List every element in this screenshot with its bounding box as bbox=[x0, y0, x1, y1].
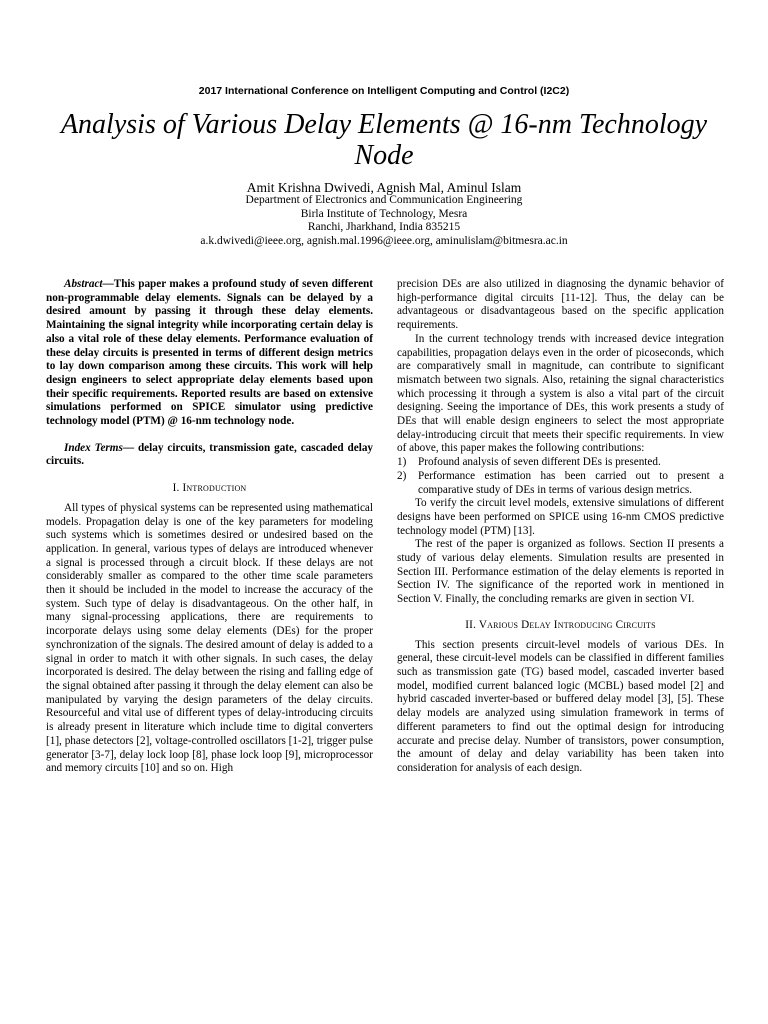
index-terms bbox=[46, 442, 373, 469]
intro-paragraph-4: The rest of the paper is organized as follows. Section II presents a study of various delay elements. Simulation results are presented in Section III. Performance estimation of the delay elements is reported in Section IV. The significance of the reported work in mentioned in Section V. Finally, the concluding remarks are given in section VI. bbox=[397, 538, 724, 606]
list-text: Performance estimation has been carried out to present a comparative study of DEs in terms of various design metrics. bbox=[418, 469, 724, 496]
index-terms-text: delay circuits, transmission gate, cascaded delay circuits. bbox=[46, 441, 374, 468]
index-terms-label: Index Terms bbox=[64, 441, 123, 454]
contribution-list bbox=[397, 456, 724, 497]
list-item bbox=[397, 456, 724, 470]
abstract bbox=[46, 278, 373, 429]
index-terms-dash: — bbox=[122, 441, 138, 454]
left-column bbox=[46, 278, 373, 776]
list-text: Profound analysis of seven different DEs is presented. bbox=[418, 456, 661, 469]
institute: Birla Institute of Technology, Mesra bbox=[300, 207, 468, 220]
list-number: 2) bbox=[397, 469, 407, 482]
affiliation-block bbox=[0, 194, 768, 249]
section-heading-delay-circuits: II. Various Delay Introducing Circuits bbox=[465, 618, 656, 631]
intro-paragraph-2: In the current technology trends with increased device integration capabilities, propagation delays even in the order of picoseconds, which are comparatively small in magnitude, can contribute to significant mismatch between two signals. Also, retaining the signal characteristics which processing it through a system is also a vital part of the circuit designing. Seeing the importance of DEs, this work presents a study of DEs that will enable design engineers to select the most appropriate delay-introducing circuit that meets their specific requirements. In view of above, this paper makes the following contributions: bbox=[397, 332, 724, 455]
department: Department of Electronics and Communication Engineering bbox=[245, 194, 523, 206]
location: Ranchi, Jharkhand, India 835215 bbox=[307, 221, 461, 234]
abstract-text: This paper makes a profound study of seven different non-programmable delay elements. Signals can be delayed by a desired amount by passing it through these delay elements. Maintaining the signal integrity while incorporating certain delay is also a vital role of these delay elements. Performance evaluation of these delay circuits is presented in terms of different design metrics to lay down comparison among these circuits. This work will help design engineers to select appropriate delay elements based upon their specific requirements. Reported results are based on extensive simulations performed on SPICE simulator using predictive technology model (PTM) @ 16-nm technology node. bbox=[46, 278, 373, 428]
section-heading-introduction: I. Introduction bbox=[172, 482, 247, 495]
section2-paragraph-1: This section presents circuit-level models of various DEs. In general, these circuit-level models can be classified in different families such as transmission gate (TG) based model, cascaded inverter based model, modified current balanced logic (MCBL) based model [2] and hybrid cascaded inverter-based or buffered delay model [3], [5]. These delay models are analyzed using simulation framework in terms of different parameters to find out the optimal design for introducing accurate and precise delay. Number of transistors, power consumption, the amount of delay and delay variability has been taken into consideration for analysis of each design. bbox=[397, 638, 724, 774]
list-item bbox=[397, 470, 724, 497]
email-list: a.k.dwivedi@ieee.org, agnish.mal.1996@ieee.org, aminulislam@bitmesra.ac.in bbox=[200, 235, 568, 248]
intro-paragraph-1-continued: precision DEs are also utilized in diagnosing the dynamic behavior of high-performance digital circuits [11-12]. Thus, the delay can be advantageous or disadvantageous based on the specific application requirements. bbox=[397, 278, 724, 332]
right-column bbox=[397, 278, 724, 776]
abstract-dash: — bbox=[102, 278, 114, 290]
conference-header: 2017 International Conference on Intelligent Computing and Control (I2C2) bbox=[198, 85, 570, 97]
author-list: Amit Krishna Dwivedi, Agnish Mal, Aminul Islam bbox=[246, 180, 522, 195]
intro-paragraph-3: To verify the circuit level models, extensive simulations of different designs have been performed on SPICE using 16-nm CMOS predictive technology model (PTM) [13]. bbox=[397, 497, 724, 537]
intro-paragraph-1: All types of physical systems can be represented using mathematical models. Propagation delay is one of the key parameters for modeling such systems which is sometimes desired or undesired based on the application. In general, various types of delays are introduced whenever a signal is processed through a circuit block. If these delays are not considerably smaller as compared to the other time scale parameters then it should be included in the model to increase the accuracy of the system. Such type of delay is disadvantageous. On the other half, in many signal-processing applications, there are requirements to incorporate delays using some delay elements (DEs) for the proper synchronization of the signals. The desired amount of delay is added to a signal in order to match it with other signals. In such cases, the delay incorporated is desired. The delay between the rising and falling edge of the signal obtained after passing it through the delay element can also be manipulated by varying the design parameters of the delay circuits. Resourceful and vital use of different types of delay-introducing circuits is already present in literature which include time to digital converters [1], phase detectors [2], voltage-controlled oscillators [1-2], trigger pulse generator [3-7], delay lock loop [8], phase lock loop [9], microprocessor and memory circuits [10] and so on. High bbox=[46, 501, 373, 775]
list-number: 1) bbox=[397, 456, 407, 469]
paper-title: Analysis of Various Delay Elements @ 16-nm Technology Node bbox=[60, 109, 708, 171]
abstract-label: Abstract bbox=[64, 278, 103, 290]
